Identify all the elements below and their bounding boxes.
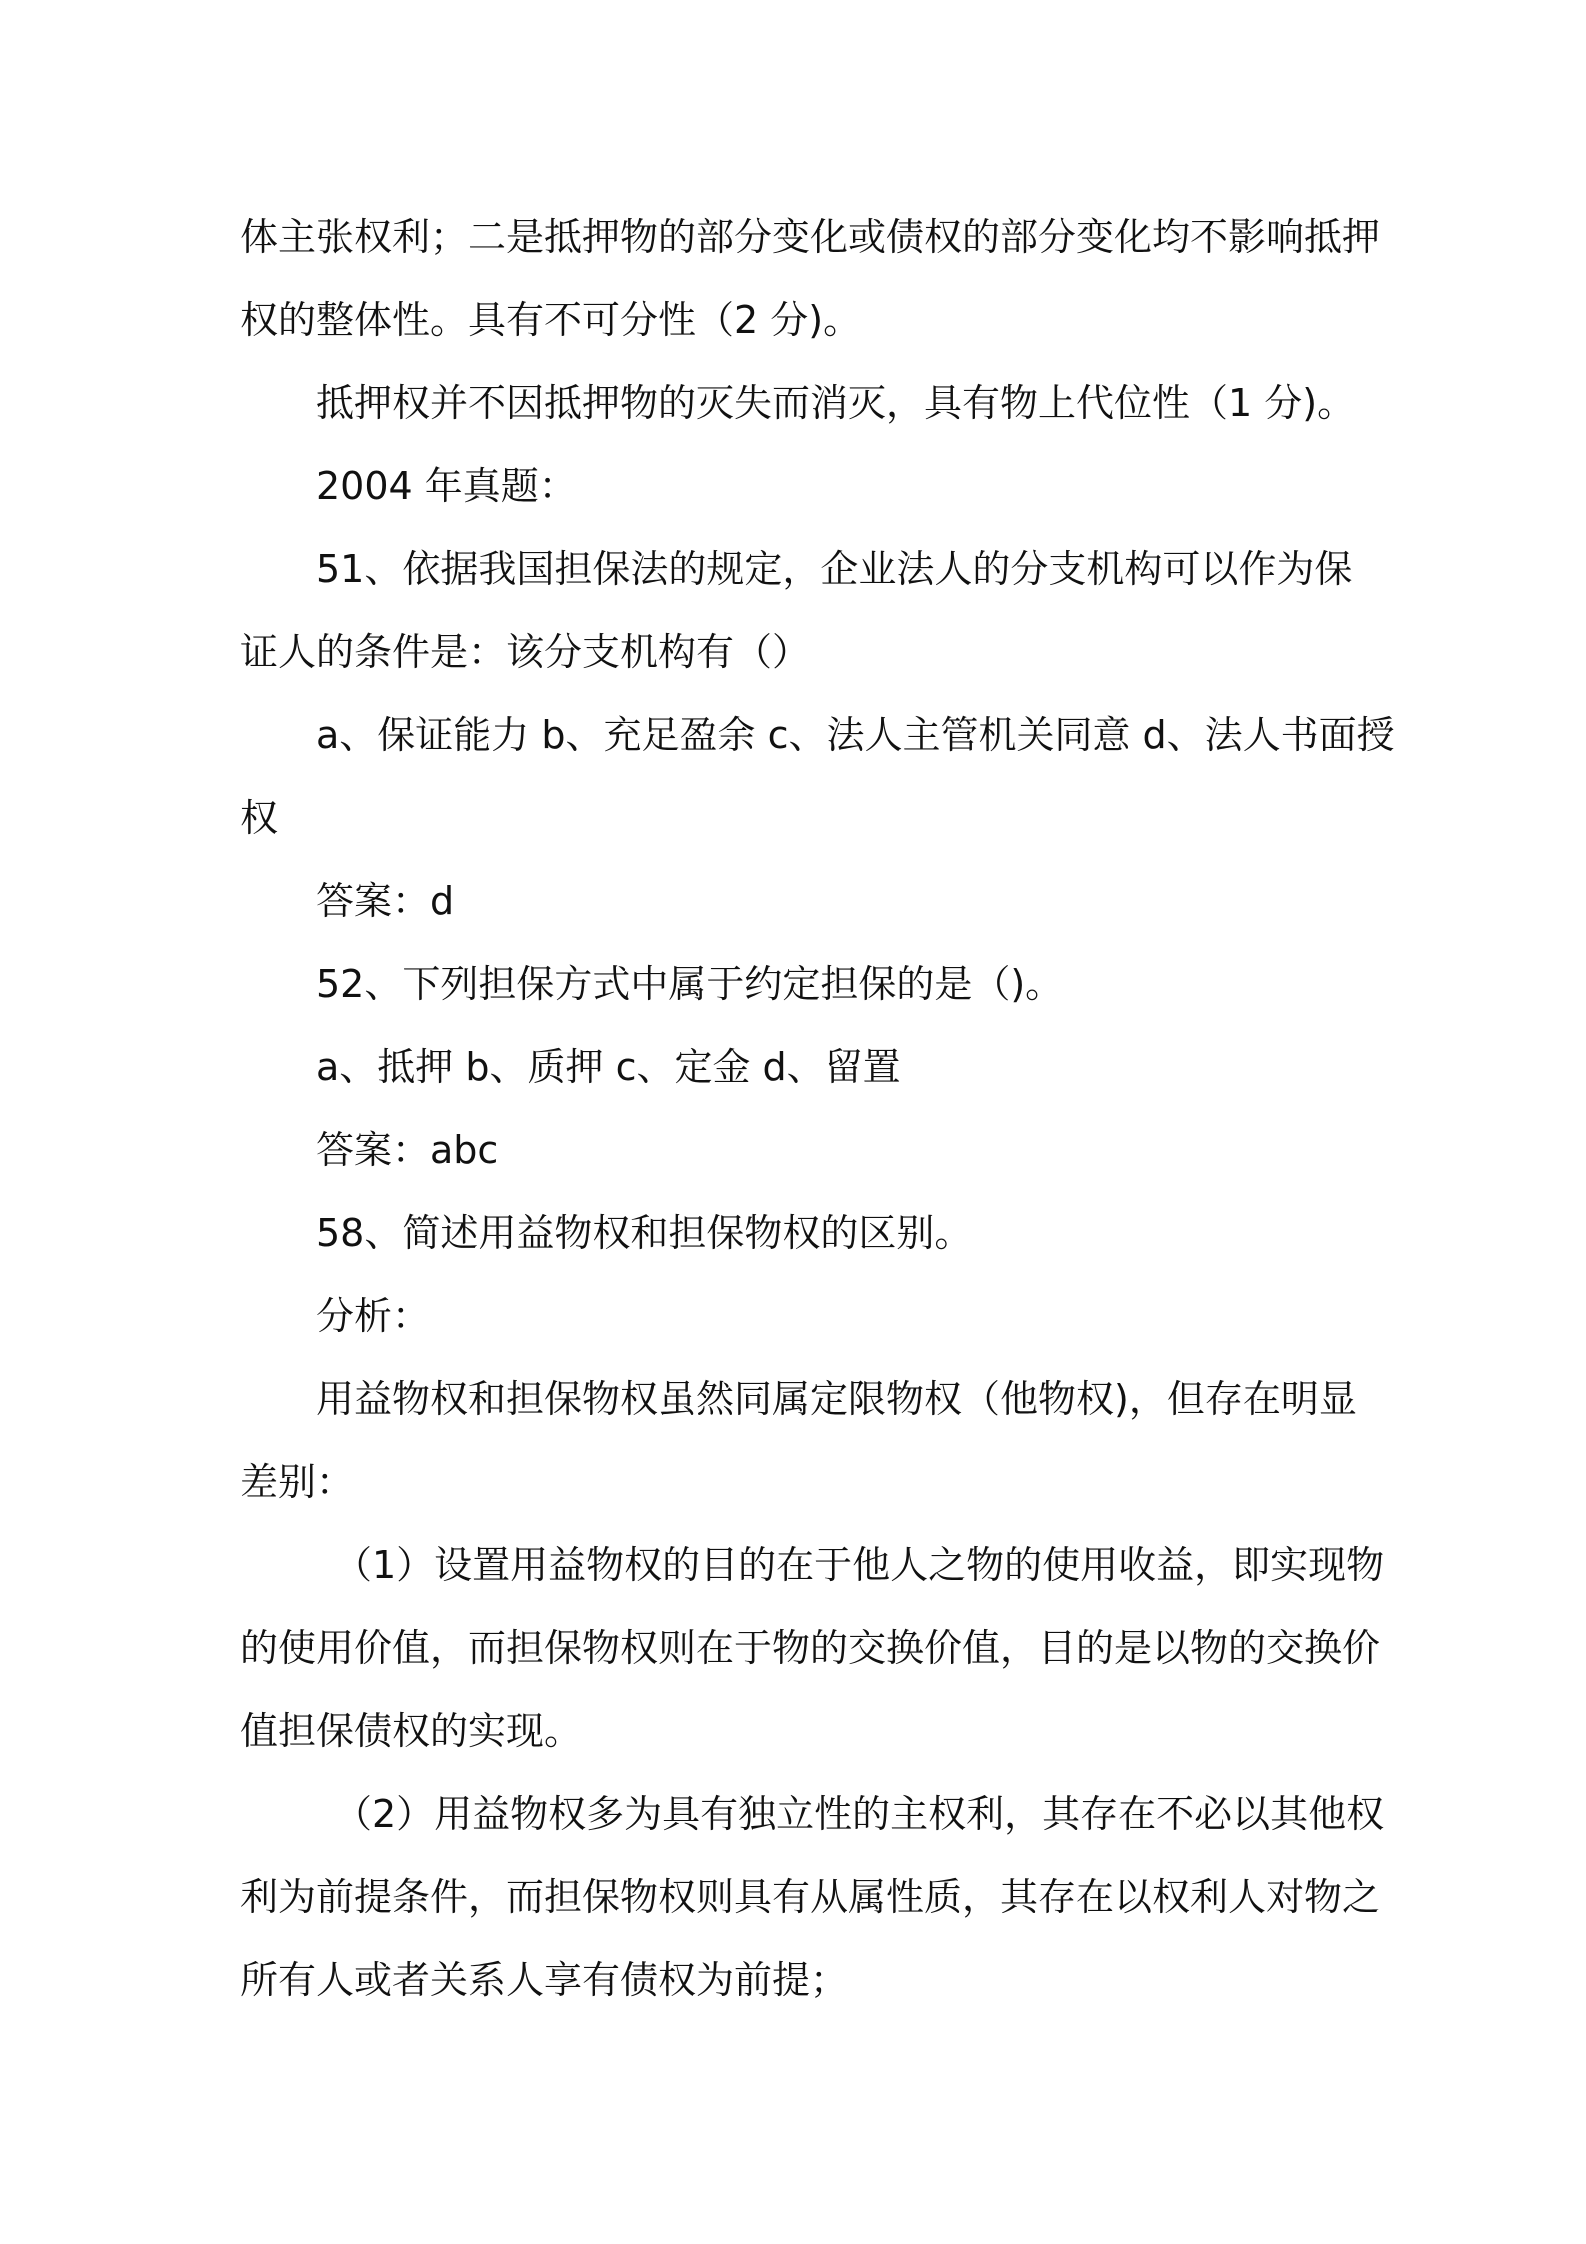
body-text-line: 值担保债权的实现。 xyxy=(240,1709,583,1753)
body-text-line: 权的整体性。具有不可分性（2 分)。 xyxy=(240,298,862,342)
section-heading: 2004 年真题： xyxy=(316,464,577,508)
question-text-line: 52、下列担保方式中属于约定担保的是（)。 xyxy=(316,962,1064,1006)
document-body xyxy=(240,196,1395,2022)
options-text-line: a、保证能力 b、充足盈余 c、法人主管机关同意 d、法人书面授 xyxy=(316,713,1395,757)
options-text-line: a、抵押 b、质押 c、定金 d、留置 xyxy=(316,1045,901,1089)
answer-text: 答案：abc xyxy=(316,1128,499,1172)
body-text-line: 抵押权并不因抵押物的灭失而消灭，具有物上代位性（1 分)。 xyxy=(316,381,1356,425)
body-text-line: 差别： xyxy=(240,1460,355,1504)
question-text-line: 证人的条件是：该分支机构有（） xyxy=(240,630,811,674)
body-text-line: （2）用益物权多为具有独立性的主权利，其存在不必以其他权 xyxy=(334,1792,1385,1836)
options-text-line: 权 xyxy=(240,796,279,840)
body-text-line: 所有人或者关系人享有债权为前提； xyxy=(240,1958,849,2002)
question-text-line: 51、依据我国担保法的规定，企业法人的分支机构可以作为保 xyxy=(316,547,1353,591)
body-text-line: 利为前提条件，而担保物权则具有从属性质，其存在以权利人对物之 xyxy=(240,1875,1381,1919)
body-text-line: 的使用价值，而担保物权则在于物的交换价值，目的是以物的交换价 xyxy=(240,1626,1381,1670)
question-text-line: 58、简述用益物权和担保物权的区别。 xyxy=(316,1211,973,1255)
answer-text: 答案：d xyxy=(316,879,455,923)
body-text-line: 用益物权和担保物权虽然同属定限物权（他物权)，但存在明显 xyxy=(316,1377,1357,1421)
body-text-line: 体主张权利；二是抵押物的部分变化或债权的部分变化均不影响抵押 xyxy=(240,215,1381,259)
body-text-line: （1）设置用益物权的目的在于他人之物的使用收益，即实现物 xyxy=(334,1543,1385,1587)
analysis-label: 分析： xyxy=(316,1294,431,1338)
